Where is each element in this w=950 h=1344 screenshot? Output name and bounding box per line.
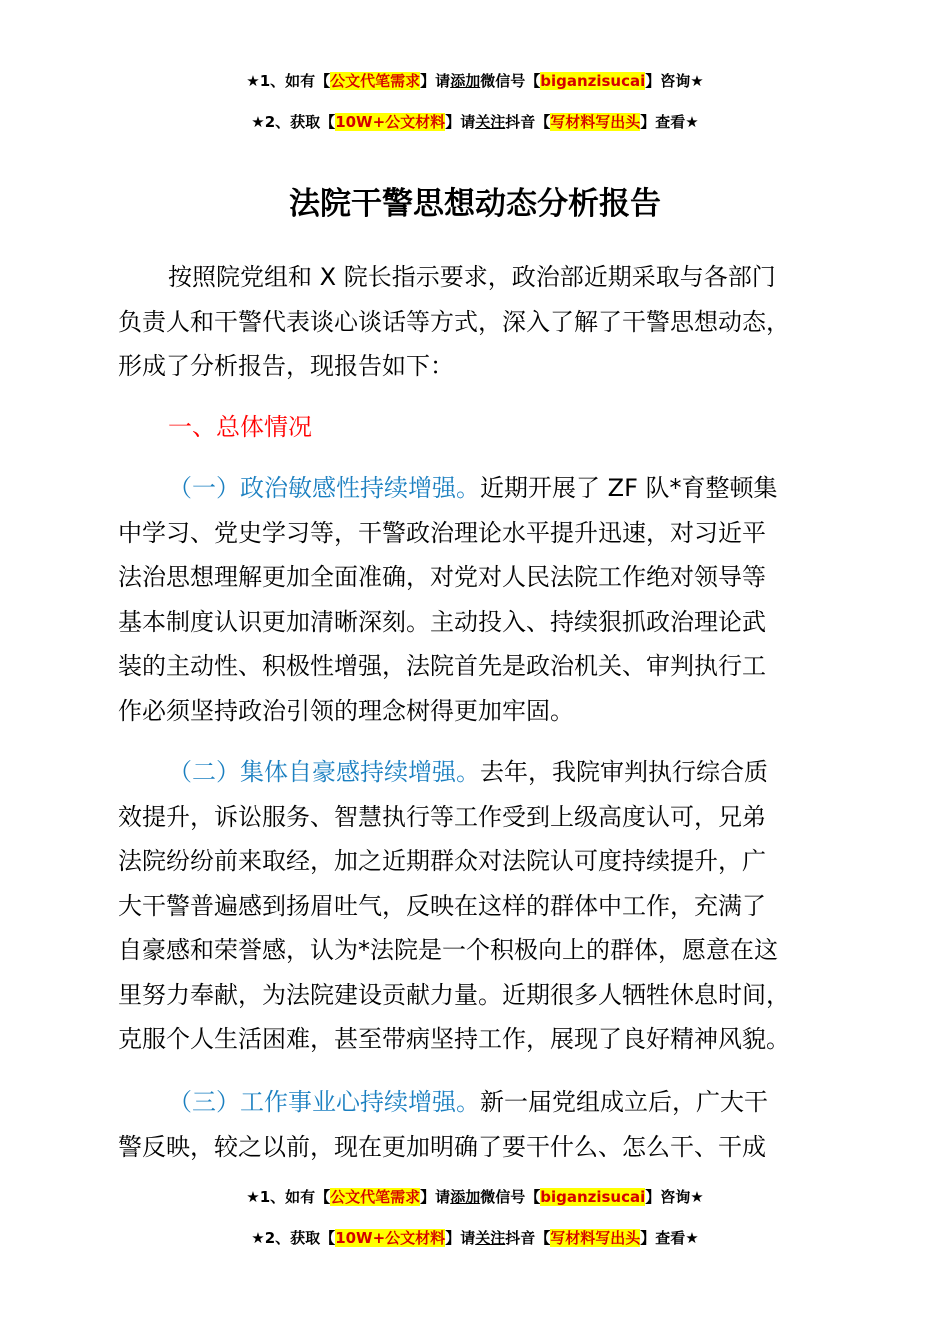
banner-underline: 添加 [450, 72, 481, 90]
text-line: 里努力奉献，为法院建设贡献力量。近期很多人牺牲休息时间， [118, 980, 790, 1009]
sub-heading: （二）集体自豪感持续增强。 [168, 758, 480, 786]
text-line: 基本制度认识更加清晰深刻。主动投入、持续狠抓政治理论武 [118, 607, 766, 636]
text-line [118, 1080, 838, 1125]
text-line: 作必须坚持政治引领的理念树得更加牢固。 [118, 696, 574, 725]
promo-banner-bottom-line1 [0, 1186, 950, 1208]
banner-text: 】请 [420, 72, 451, 90]
banner-text: 】查看★ [640, 1229, 699, 1247]
banner-text: 抖音【 [505, 113, 551, 131]
promo-banner-top-line1 [0, 70, 950, 92]
text-line [118, 466, 838, 511]
text-line: 自豪感和荣誉感，认为*法院是一个积极向上的群体，愿意在这 [118, 936, 778, 964]
document-title: 法院干警思想动态分析报告 [289, 186, 661, 222]
banner-text: 】咨询★ [645, 72, 704, 90]
banner-underline: 关注 [475, 1229, 506, 1247]
text-line: 装的主动性、积极性增强，法院首先是政治机关、审判执行工 [118, 652, 766, 680]
paragraph-career-dedication [118, 1080, 838, 1169]
banner-highlight: 公文代笔需求 [330, 1188, 421, 1206]
section-heading: 一、总体情况 [168, 413, 312, 441]
sub-heading: （一）政治敏感性持续增强。 [168, 474, 480, 502]
text-line: 大干警普遍感到扬眉吐气，反映在这样的群体中工作，充满了 [118, 891, 766, 920]
text-run: 近期开展了 ZF 队*育整顿集 [480, 474, 778, 502]
banner-highlight: biganzisucai [540, 1188, 646, 1206]
banner-highlight: 写材料写出头 [550, 113, 641, 131]
banner-text: 抖音【 [505, 1229, 551, 1247]
paragraph-collective-pride [118, 750, 838, 1062]
banner-text: ★2、获取【 [251, 113, 336, 131]
text-line: 中学习、党史学习等，干警政治理论水平提升迅速，对习近平 [118, 518, 766, 547]
banner-underline: 添加 [450, 1188, 481, 1206]
banner-text: 微信号【 [480, 1188, 541, 1206]
banner-highlight: 公文代笔需求 [330, 72, 421, 90]
banner-text: ★1、如有【 [246, 1188, 331, 1206]
text-line: 警反映，较之以前，现在更加明确了要干什么、怎么干、干成 [118, 1132, 766, 1161]
text-run: 新一届党组成立后，广大干 [480, 1088, 768, 1116]
banner-text: 】请 [445, 113, 476, 131]
text-line: 效提升，诉讼服务、智慧执行等工作受到上级高度认可，兄弟 [118, 802, 766, 831]
paragraph-political [118, 466, 838, 733]
promo-banner-top-line2 [0, 111, 950, 133]
promo-banner-bottom-line2 [0, 1227, 950, 1249]
text-line: 法院纷纷前来取经，加之近期群众对法院认可度持续提升，广 [118, 847, 766, 875]
sub-heading: （三）工作事业心持续增强。 [168, 1088, 480, 1116]
banner-highlight: 10W+公文材料 [335, 113, 446, 131]
banner-text: 】查看★ [640, 113, 699, 131]
text-run: 去年，我院审判执行综合质 [480, 758, 768, 786]
banner-underline: 关注 [475, 113, 506, 131]
text-line: 按照院党组和 X 院长指示要求，政治部近期采取与各部门 [168, 263, 776, 291]
banner-highlight: 写材料写出头 [550, 1229, 641, 1247]
banner-text: 】请 [420, 1188, 451, 1206]
text-line: 形成了分析报告，现报告如下： [118, 352, 454, 380]
intro-paragraph [118, 255, 838, 389]
text-line: 克服个人生活困难，甚至带病坚持工作，展现了良好精神风貌。 [118, 1025, 790, 1053]
banner-text: 】请 [445, 1229, 476, 1247]
banner-text: 微信号【 [480, 72, 541, 90]
text-line [118, 750, 838, 795]
banner-text: 】咨询★ [645, 1188, 704, 1206]
banner-highlight: biganzisucai [540, 72, 646, 90]
banner-text: ★2、获取【 [251, 1229, 336, 1247]
text-line: 法治思想理解更加全面准确，对党对人民法院工作绝对领导等 [118, 563, 766, 591]
banner-highlight: 10W+公文材料 [335, 1229, 446, 1247]
banner-text: ★1、如有【 [246, 72, 331, 90]
text-line: 负责人和干警代表谈心谈话等方式，深入了解了干警思想动态， [118, 307, 790, 336]
